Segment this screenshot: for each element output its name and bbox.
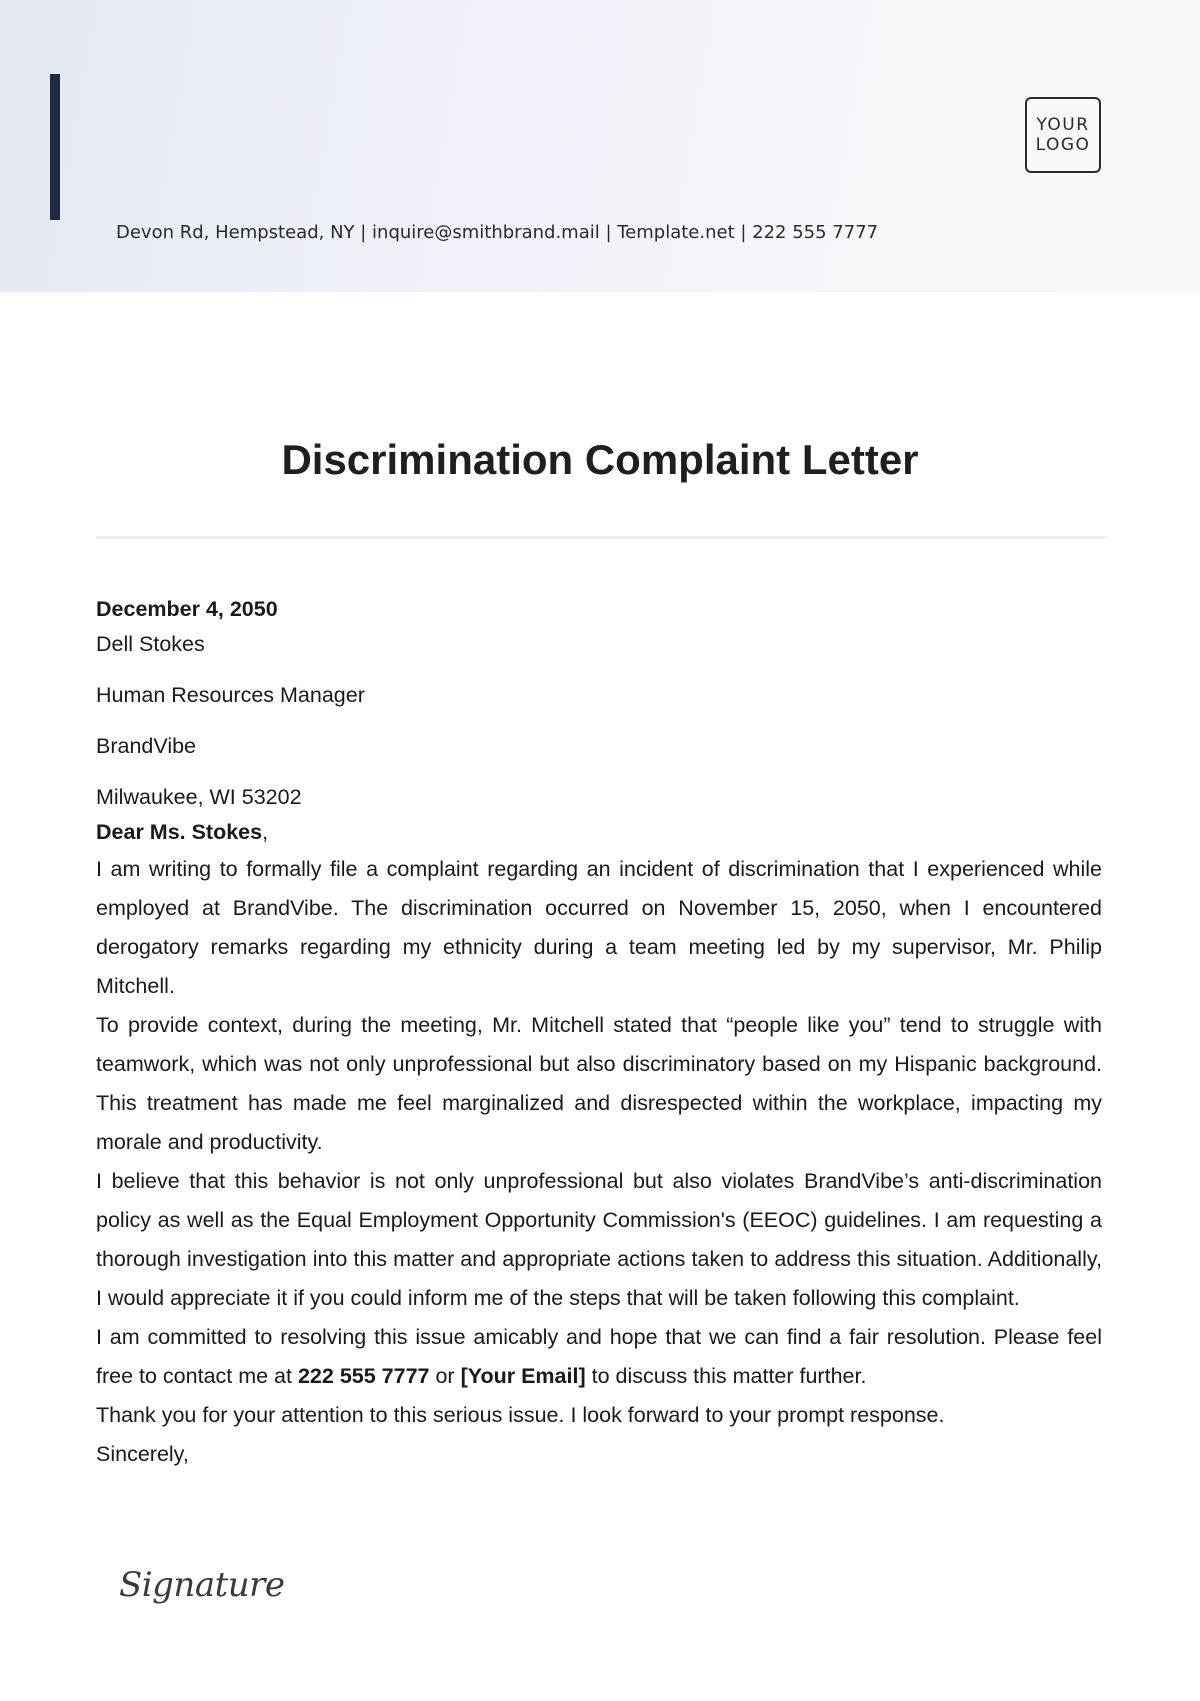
contact-info: Devon Rd, Hempstead, NY | inquire@smithbrand.mail | Template.net | 222 555 7777 xyxy=(116,222,879,243)
signature: Signature xyxy=(119,1565,285,1605)
title-divider xyxy=(96,536,1105,539)
letter-date: December 4, 2050 xyxy=(96,597,278,621)
salutation-name: Dear Ms. Stokes xyxy=(96,820,263,844)
paragraph-4-or: or xyxy=(429,1364,461,1388)
paragraph-3: I believe that this behavior is not only unprofessional but also violates BrandVibe’s anti-discrimination policy as well as the Equal Employment Opportunity Commission's (EEOC) guidelines. I am requesting a thorough investigation into this matter and appropriate actions taken to address this situation. Additionally, I would appreciate it if you could inform me of the steps that will be taken following this complaint. xyxy=(96,1169,1102,1310)
paragraph-4-start: I am committed to resolving this issue amicably and hope that we can find a fair resolution. Please feel free to contact me at xyxy=(96,1325,1102,1388)
recipient-company: BrandVibe xyxy=(96,734,197,758)
paragraph-1: I am writing to formally file a complaint regarding an incident of discrimination that I experienced while employed at BrandVibe. The discrimination occurred on November 15, 2050, when I encountered derogatory remarks regarding my ethnicity during a team meeting led by my supervisor, Mr. Philip Mitchell. xyxy=(96,857,1102,998)
recipient-address: Milwaukee, WI 53202 xyxy=(96,785,302,809)
accent-bar xyxy=(50,74,60,220)
recipient-name: Dell Stokes xyxy=(96,632,205,656)
paragraph-4 xyxy=(96,1318,1102,1396)
letter-body xyxy=(96,592,1102,1474)
salutation xyxy=(96,815,1102,850)
contact-phone: 222 555 7777 xyxy=(297,1364,430,1388)
contact-email: [Your Email] xyxy=(460,1364,586,1388)
recipient-title: Human Resources Manager xyxy=(96,683,365,707)
document-title: Discrimination Complaint Letter xyxy=(281,436,919,483)
salutation-punctuation: , xyxy=(262,820,269,844)
company-logo: YOUR LOGO xyxy=(1025,97,1101,173)
paragraph-5: Thank you for your attention to this serious issue. I look forward to your prompt response. xyxy=(96,1403,945,1427)
paragraph-4-end: to discuss this matter further. xyxy=(585,1364,867,1388)
closing: Sincerely, xyxy=(96,1442,189,1466)
header-band xyxy=(0,0,1200,292)
paragraph-2: To provide context, during the meeting, Mr. Mitchell stated that “people like you” tend to struggle with teamwork, which was not only unprofessional but also discriminatory based on my Hispanic background. This treatment has made me feel marginalized and disrespected within the workplace, impacting my morale and productivity. xyxy=(96,1013,1102,1154)
